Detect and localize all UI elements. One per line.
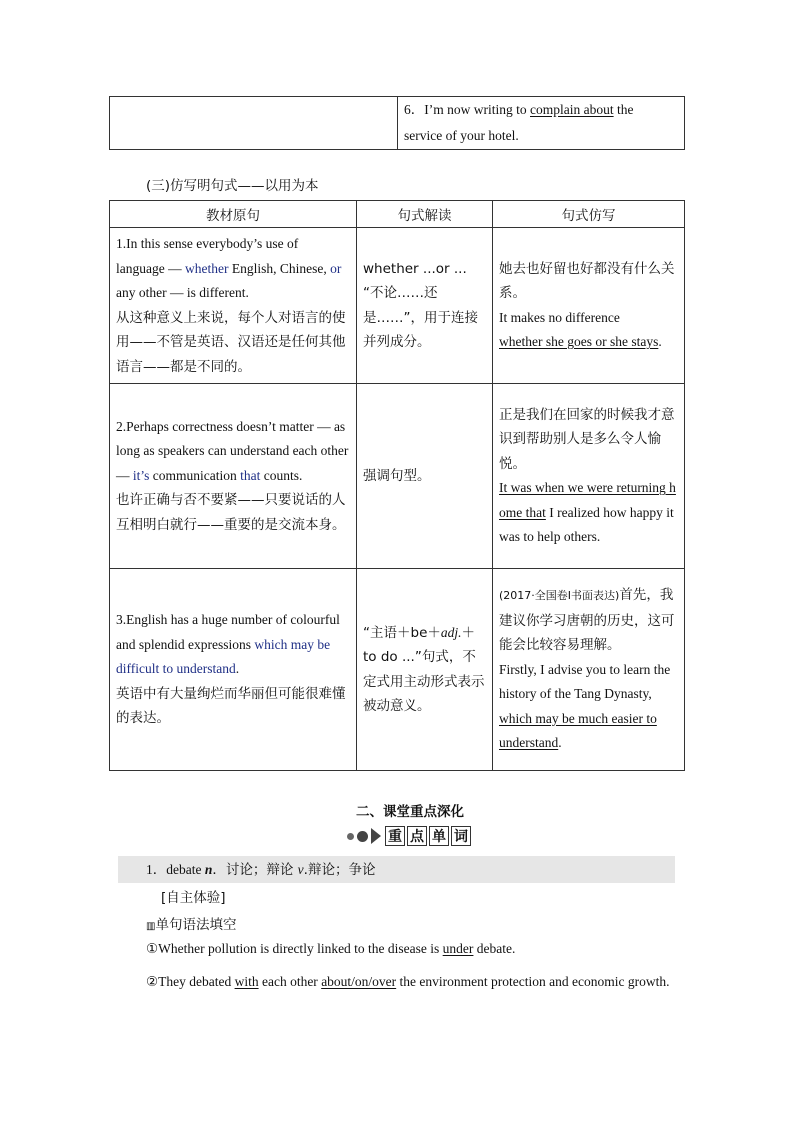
imitation-prompt: 她去也好留也好都没有什么关系。 xyxy=(499,260,675,301)
text: . xyxy=(235,661,240,677)
text: . xyxy=(658,334,662,349)
original-sentence xyxy=(110,228,357,384)
text: I realized how happy it was to help others. xyxy=(499,504,674,544)
item-text: service of your hotel. xyxy=(404,128,519,143)
text: ①Whether pollution is directly linked to the disease is xyxy=(146,941,443,956)
pos-label: v xyxy=(297,862,304,877)
exercise-title xyxy=(146,913,236,933)
imitation-table xyxy=(109,200,685,771)
item-text: I’m now writing to xyxy=(424,102,530,117)
item-text: the xyxy=(613,102,634,117)
badge-char: 重 xyxy=(385,826,405,846)
dot-icon xyxy=(347,833,354,840)
header-original: 教材原句 xyxy=(110,201,357,228)
section-title: (三)仿写明句式——以用为本 xyxy=(146,178,319,194)
highlight: which may be difficult to understand xyxy=(116,636,331,677)
self-check-label: [自主体验] xyxy=(161,890,226,906)
answer-underline: whether she goes or she stays xyxy=(499,334,659,349)
text: debate. xyxy=(473,941,516,956)
part-title: 二、课堂重点深化 xyxy=(356,804,464,820)
translation: 英语中有大量绚烂而华丽但可能很难懂的表达。 xyxy=(116,685,346,727)
definition: .辩论；争论 xyxy=(303,862,376,878)
answer-underline: which may be much easier to understand xyxy=(499,710,657,751)
text: communication xyxy=(149,467,241,483)
translation: 从这种意义上来说，每个人对语言的使用——不管是英语、汉语还是任何其他语言——都是不同的。 xyxy=(116,309,346,375)
interpretation xyxy=(357,228,493,384)
text: each other xyxy=(258,974,322,989)
exercise-item xyxy=(146,941,515,957)
text: . xyxy=(558,735,562,751)
answer-underline: with xyxy=(234,974,259,989)
imitation xyxy=(493,228,685,384)
word-entry xyxy=(118,856,675,883)
answer-underline: complain about xyxy=(530,102,614,117)
answer-underline: about/on/over xyxy=(321,974,397,989)
interpretation-text: ＋to do ...”句式，不定式用主动形式表示被动意义。 xyxy=(363,624,485,714)
interpretation-text: “主语＋be＋ xyxy=(363,624,441,641)
item-number: 6． xyxy=(404,102,425,117)
text: Firstly, I advise you to learn the history of the Tang Dynasty, xyxy=(499,661,671,702)
interpretation-text: 强调句型。 xyxy=(363,467,431,484)
translation: 也许正确与否不要紧——只要说话的人互相明白就行——重要的是交流本身。 xyxy=(116,492,346,533)
interpretation xyxy=(357,384,493,569)
original-sentence xyxy=(110,569,357,771)
text: 3.English has a huge number of colourful and splendid expressions xyxy=(116,612,340,652)
text: any other — is different. xyxy=(116,285,249,300)
table-row xyxy=(110,569,685,771)
table-row xyxy=(110,228,685,384)
text: English, Chinese, xyxy=(228,260,331,276)
text: It makes no difference xyxy=(499,309,620,325)
highlight: or xyxy=(330,260,342,276)
text: ②They debated xyxy=(146,974,235,989)
imitation xyxy=(493,569,685,771)
previous-table xyxy=(109,96,685,150)
exercise-icon: ▥ xyxy=(146,921,156,932)
word-headword: 1．debate xyxy=(146,862,205,877)
definition: ．讨论；辩论 xyxy=(212,862,298,878)
highlight: whether xyxy=(184,260,229,276)
text: 1.In this sense everybody’s use of language — xyxy=(116,236,299,276)
text: counts. xyxy=(260,467,303,483)
dot-icon xyxy=(357,831,368,842)
header-imitation: 句式仿写 xyxy=(493,201,685,228)
header-interpretation: 句式解读 xyxy=(357,201,493,228)
badge-char: 词 xyxy=(451,826,471,846)
exercise-item xyxy=(119,969,674,995)
interpretation-text: whether ...or ... “不论……还是……”，用于连接并列成分。 xyxy=(363,260,478,350)
imitation-prompt: 正是我们在回家的时候我才意识到帮助别人是多么令人愉悦。 xyxy=(499,406,675,472)
table-row xyxy=(110,384,685,569)
interpretation xyxy=(357,569,493,771)
answer-underline: under xyxy=(442,941,474,956)
key-words-badge xyxy=(347,826,473,846)
highlight: that xyxy=(240,467,261,483)
adj-label: adj. xyxy=(440,624,462,640)
exercise-title-text: 单句语法填空 xyxy=(155,917,237,933)
original-sentence xyxy=(110,384,357,569)
badge-char: 点 xyxy=(407,826,427,846)
answer-underline: It was when we were returning home that xyxy=(499,480,676,520)
empty-cell xyxy=(110,97,398,150)
pos-label: n xyxy=(204,862,213,877)
imitation xyxy=(493,384,685,569)
imitation-prompt: 首先，我建议你学习唐朝的历史，这可能会比较容易理解。 xyxy=(499,587,675,654)
source-label: (2017·全国卷Ⅰ书面表达) xyxy=(499,589,620,603)
text: the environment protection and economic growth. xyxy=(396,974,670,989)
highlight: it’s xyxy=(132,467,150,483)
text: 2.Perhaps correctness doesn’t matter — as long as speakers can understand each other — xyxy=(116,418,349,483)
item-6-cell xyxy=(398,97,685,150)
arrow-icon xyxy=(371,828,381,844)
badge-char: 单 xyxy=(429,826,449,846)
